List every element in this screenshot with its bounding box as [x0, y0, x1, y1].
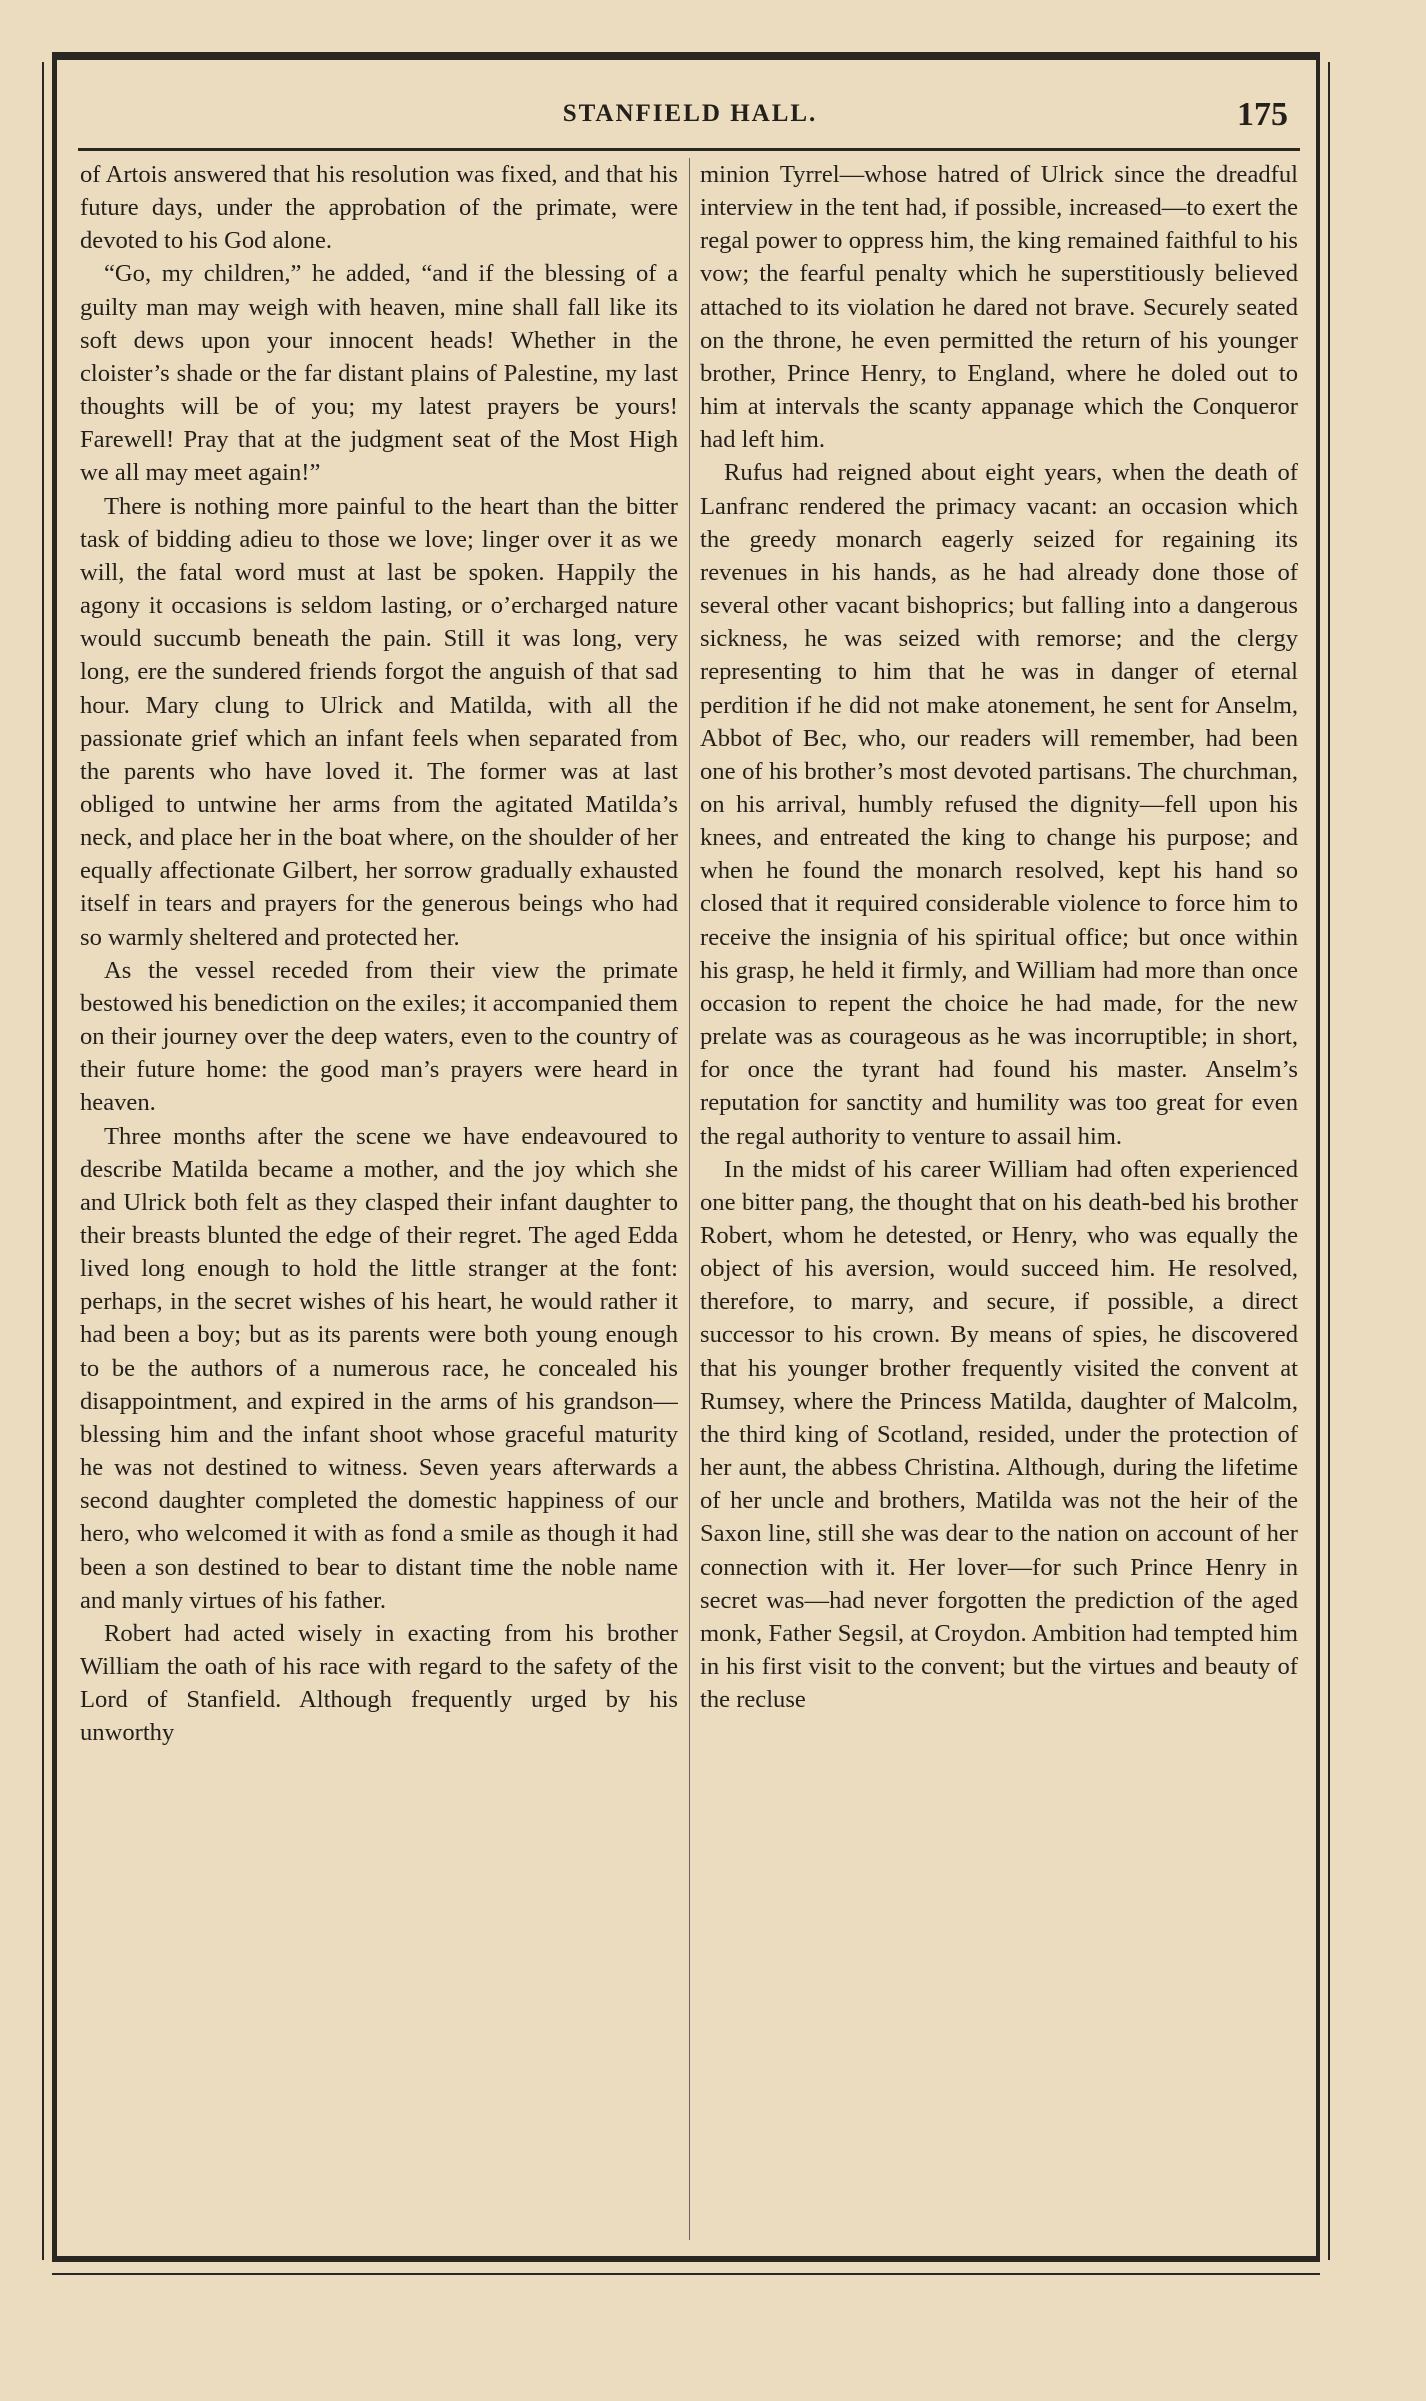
paragraph: In the midst of his career William had often experienced one bitter pang, the thought that on his death-bed his brother Robert, whom he detested, or Henry, who was equally the object of his aversion, would succeed him. He resolved, therefore, to marry, and secure, if possible, a direct successor to his crown. By means of spies, he discovered that his younger brother frequently visited the convent at Rumsey, where the Princess Matilda, daughter of Malcolm, the third king of Scotland, resided, under the protection of her aunt, the abbess Christina. Although, during the lifetime of her uncle and brothers, Matilda was not the heir of the Saxon line, still she was dear to the nation on account of her connection with it. Her lover—for such Prince Henry in secret was—had never forgotten the prediction of the aged monk, Father Segsil, at Croydon. Ambition had tempted him in his first visit to the convent; but the virtues and beauty of the recluse [700, 1155, 1298, 1714]
paragraph: Three months after the scene we have endeavoured to describe Matilda became a mother, and the joy which she and Ulrick both felt as they clasped their infant daughter to their breasts blunted the edge of their regret. The aged Edda lived long enough to hold the little stranger at the font: perhaps, in the secret wishes of his heart, he would rather it had been a boy; but as its parents were both young enough to be the authors of a numerous race, he concealed his disappointment, and expired in the arms of his grandson—blessing him and the infant shoot whose graceful maturity he was not destined to witness. Seven years afterwards a second daughter completed the domestic happiness of our hero, who welcomed it with as fond a smile as though it had been a son destined to bear to distant time the noble name and manly virtues of his father. [80, 1122, 678, 1614]
paragraph: minion Tyrrel—whose hatred of Ulrick since the dreadful interview in the tent had, if possible, increased—to exert the regal power to oppress him, the king remained faithful to his vow; the fearful penalty which he superstitiously believed attached to its violation he dared not brave. Securely seated on the throne, he even permitted the return of his younger brother, Prince Henry, to England, where he doled out to him at intervals the scanty appanage which the Conqueror had left him. [700, 161, 1298, 454]
outer-right-rule [1328, 62, 1330, 2260]
paragraph: Rufus had reigned about eight years, when the death of Lanfranc rendered the primacy vacant: an occasion which the greedy monarch eagerly seized for regaining its revenues in his hands, as he had already done those of several other vacant bishoprics; but falling into a dangerous sickness, he was seized with remorse; and the clergy representing to him that he was in danger of eternal perdition if he did not make atonement, he sent for Anselm, Abbot of Bec, who, our readers will remember, had been one of his brother’s most devoted partisans. The churchman, on his arrival, humbly refused the dignity—fell upon his knees, and entreated the king to change his purpose; and when he found the monarch resolved, kept his hand so closed that it required considerable violence to force him to receive the insignia of his spiritual office; but once within his grasp, he held it firmly, and William had more than once occasion to repent the choice he had made, for the new prelate was as courageous as he was incorruptible; in short, for once the tyrant had found his master. Anselm’s reputation for sanctity and humility was too great for even the regal authority to venture to assail him. [700, 459, 1298, 1150]
paragraph: Robert had acted wisely in exacting from his brother William the oath of his race with regard to the safety of the Lord of Stanfield. Although frequently urged by his unworthy [80, 1619, 678, 1747]
outer-left-rule [42, 62, 44, 2260]
bottom-border-rule [52, 2256, 1320, 2262]
paragraph: As the vessel receded from their view the primate bestowed his benediction on the exiles; it accompanied them on their journey over the deep waters, even to the country of their future home: the good man’s prayers were heard in heaven. [80, 956, 678, 1117]
paragraph: of Artois answered that his resolution was fixed, and that his future days, under the approbation of the primate, were devoted to his God alone. [80, 161, 678, 255]
paragraph: There is nothing more painful to the heart than the bitter task of bidding adieu to those we love; linger over it as we will, the fatal word must at last be spoken. Happily the agony it occasions is seldom lasting, or o’ercharged nature would succumb beneath the pain. Still it was long, very long, ere the sundered friends forgot the anguish of that sad hour. Mary clung to Ulrick and Matilda, with all the passionate grief which an infant feels when separated from the parents who have loved it. The former was at last obliged to untwine her arms from the agitated Matilda’s neck, and place her in the boat where, on the shoulder of her equally affectionate Gilbert, her sorrow gradually exhausted itself in tears and prayers for the generous beings who had so warmly sheltered and protected her. [80, 492, 678, 951]
left-column [80, 158, 678, 2240]
column-divider [689, 158, 690, 2240]
right-column [700, 158, 1298, 2240]
bottom-thin-rule [52, 2273, 1320, 2275]
page-header [80, 96, 1300, 140]
paragraph: “Go, my children,” he added, “and if the blessing of a guilty man may weigh with heaven, mine shall fall like its soft dews upon your innocent heads! Whether in the cloister’s shade or the far distant plains of Palestine, my last thoughts will be of you; my latest prayers be yours! Farewell! Pray that at the judgment seat of the Most High we all may meet again!” [80, 260, 678, 487]
page-number: 175 [1237, 96, 1288, 133]
running-title: STANFIELD HALL. [562, 100, 818, 127]
header-rule [78, 148, 1300, 151]
